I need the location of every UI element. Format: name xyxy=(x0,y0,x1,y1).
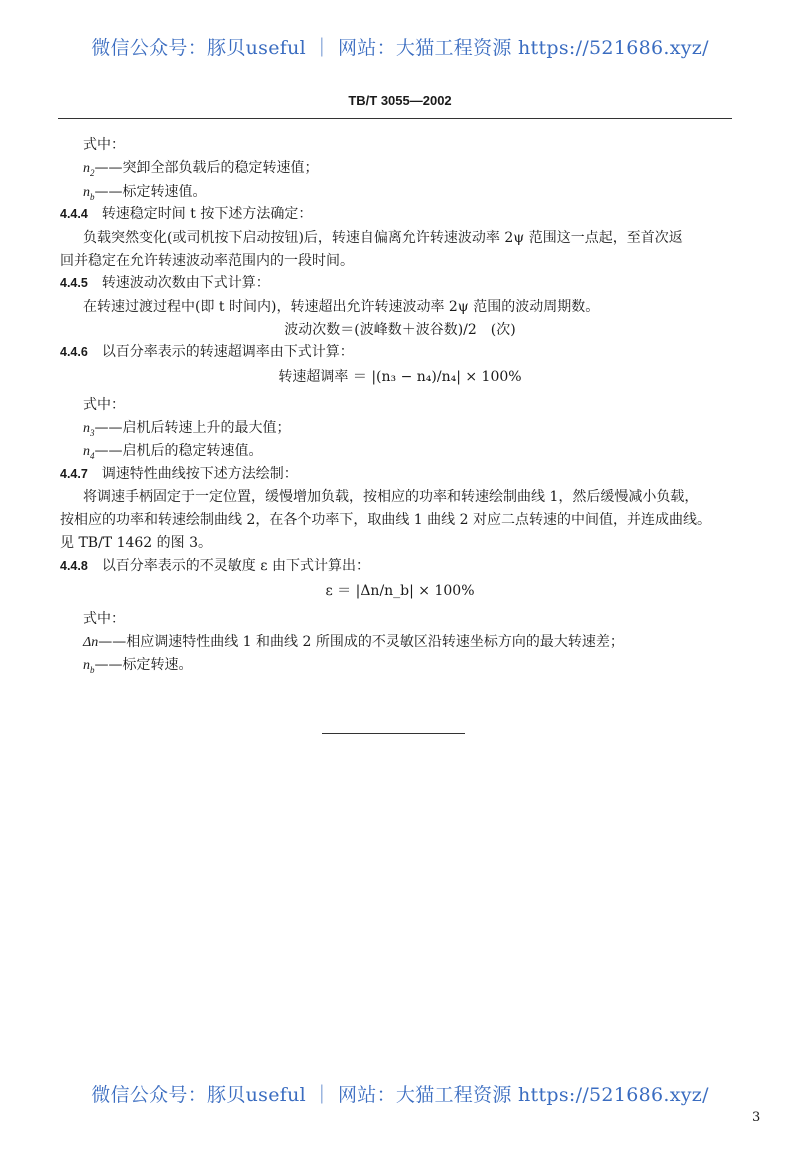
line-text: 以百分率表示的转速超调率由下式计算： xyxy=(101,344,354,360)
section-heading xyxy=(60,343,354,361)
line-text: 在转速过渡过程中(即 t 时间内)，转速超出允许转速波动率 2ψ 范围的波动周期数。 xyxy=(83,299,600,315)
watermark-top: 微信公众号：豚贝useful ｜ 网站：大猫工程资源 https://521686.xyz/ xyxy=(91,37,709,59)
symbol-definition xyxy=(83,633,624,652)
line-text: ——标定转速值。 xyxy=(94,184,207,200)
line-text: ——相应调速特性曲线 1 和曲线 2 所围成的不灵敏区沿转速坐标方向的最大转速差； xyxy=(98,634,624,650)
section-number: 4.4.5 xyxy=(60,276,88,290)
line-text: 调速特性曲线按下述方法绘制： xyxy=(101,466,298,482)
line-text: 将调速手柄固定于一定位置，缓慢增加负载，按相应的功率和转速绘制曲线 1，然后缓慢减小负载， xyxy=(83,489,699,505)
text-line xyxy=(83,396,125,414)
section-heading xyxy=(60,465,298,483)
line-text: 式中： xyxy=(83,397,125,413)
line-text: 式中： xyxy=(83,611,125,627)
symbol-definition xyxy=(83,159,319,182)
line-text: 转速稳定时间 t 按下述方法确定： xyxy=(101,206,313,222)
section-heading xyxy=(60,274,270,292)
text-line xyxy=(83,229,683,247)
text-line xyxy=(83,298,599,316)
end-rule xyxy=(322,733,465,734)
text-line xyxy=(60,534,212,552)
text-line xyxy=(83,610,125,628)
line-text: 式中： xyxy=(83,137,125,153)
text-line xyxy=(60,511,711,529)
symbol: $n_3$ xyxy=(83,421,95,438)
text-line xyxy=(60,252,354,270)
symbol-definition xyxy=(83,419,291,442)
section-heading xyxy=(60,205,312,223)
line-text: 转速波动次数由下式计算： xyxy=(101,275,270,291)
line-text: 按相应的功率和转速绘制曲线 2，在各个功率下，取曲线 1 曲线 2 对应二点转速的中间值，并连成曲线。 xyxy=(60,512,711,528)
section-number: 4.4.8 xyxy=(60,559,88,573)
document-header: TB/T 3055—2002 xyxy=(348,93,452,108)
line-text: ——突卸全部负载后的稳定转速值； xyxy=(94,160,319,176)
symbol-definition xyxy=(83,442,263,465)
formula xyxy=(0,582,800,600)
line-text: 转速超调率 ＝ |(n₃ − n₄)/n₄| × 100% xyxy=(278,369,522,385)
symbol: $n_b$ xyxy=(83,185,95,202)
symbol: $n_2$ xyxy=(83,161,95,178)
symbol: $n_b$ xyxy=(83,658,95,675)
line-text: 负载突然变化(或司机按下启动按钮)后，转速自偏离允许转速波动率 2ψ 范围这一点起，至首次返 xyxy=(83,230,683,246)
line-text: 见 TB/T 1462 的图 3。 xyxy=(60,535,213,551)
section-number: 4.4.6 xyxy=(60,345,88,359)
line-text: ——启机后的稳定转速值。 xyxy=(94,443,263,459)
watermark-bottom: 微信公众号：豚贝useful ｜ 网站：大猫工程资源 https://521686.xyz/ xyxy=(91,1084,709,1106)
header-rule xyxy=(58,118,732,119)
section-number: 4.4.7 xyxy=(60,467,88,481)
symbol-definition xyxy=(83,183,207,206)
page-number: 3 xyxy=(752,1110,761,1125)
symbol: $n_4$ xyxy=(83,444,95,461)
text-line xyxy=(83,136,125,154)
formula xyxy=(0,321,800,339)
line-text: ——启机后转速上升的最大值； xyxy=(94,420,291,436)
symbol-definition xyxy=(83,656,193,679)
line-text: ε ＝ |Δn/n_b| × 100% xyxy=(325,583,475,599)
section-heading xyxy=(60,557,370,575)
formula xyxy=(0,368,800,386)
line-text: ——标定转速。 xyxy=(94,657,193,673)
text-line xyxy=(83,488,698,506)
line-text: 波动次数＝(波峰数＋波谷数)/2 (次) xyxy=(284,322,516,338)
line-text: 以百分率表示的不灵敏度 ε 由下式计算出： xyxy=(101,558,370,574)
section-number: 4.4.4 xyxy=(60,207,88,221)
line-text: 回并稳定在允许转速波动率范围内的一段时间。 xyxy=(60,253,354,269)
symbol: Δn xyxy=(83,635,99,650)
